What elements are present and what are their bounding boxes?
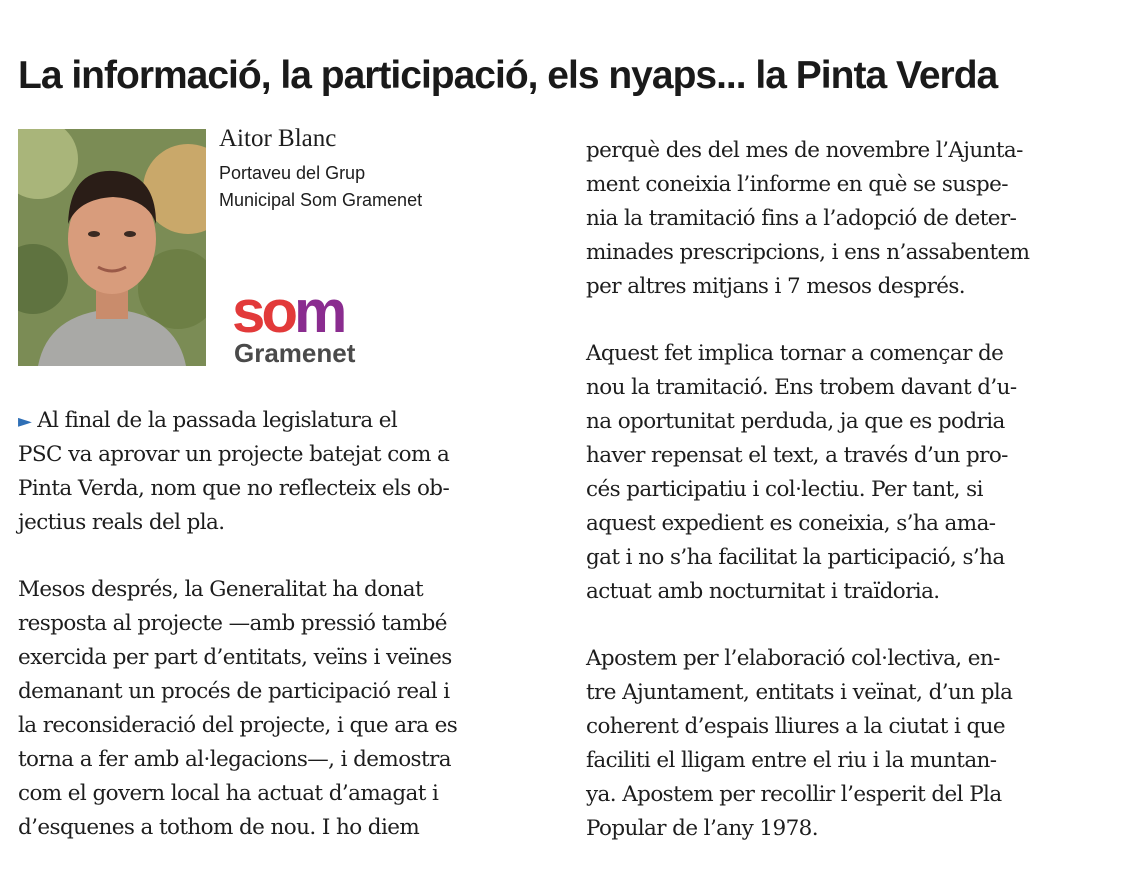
article-text-line	[586, 405, 1116, 439]
article-text-line	[18, 709, 548, 743]
paragraph-gap	[586, 304, 1116, 337]
article-text: faciliti el lligam entre el riu i la muntan-	[586, 748, 997, 773]
author-role-line: Municipal Som Gramenet	[219, 190, 423, 210]
author-photo	[18, 129, 206, 366]
article-text-line	[586, 812, 1116, 846]
article-text-line	[586, 676, 1116, 710]
article-text: perquè des del mes de novembre l’Ajunta-	[586, 138, 1023, 163]
article-text-line	[586, 642, 1116, 676]
article-text-line	[586, 134, 1116, 168]
article-text: actuat amb nocturnitat i traïdoria.	[586, 579, 940, 604]
article-text: ya. Apostem per recollir l’esperit del Pla	[586, 782, 1002, 807]
article-text: jectius reals del pla.	[18, 510, 225, 535]
article-text-line	[18, 675, 548, 709]
article-text: Popular de l’any 1978.	[586, 816, 818, 841]
article-text: exercida per part d’entitats, veïns i veïnes	[18, 645, 452, 670]
article-text: la reconsideració del projecte, i que ara es	[18, 713, 458, 738]
article-text-line	[18, 573, 548, 607]
article-text-line	[586, 778, 1116, 812]
article-text: aquest expedient es coneixia, s’ha ama-	[586, 511, 996, 536]
article-text: tre Ajuntament, entitats i veïnat, d’un pla	[586, 680, 1013, 705]
article-text: Al final de la passada legislatura el	[37, 408, 398, 433]
paragraph-gap	[586, 609, 1116, 642]
article-text-line	[586, 270, 1116, 304]
article-text-line	[586, 541, 1116, 575]
article-text-line	[586, 337, 1116, 371]
article-text-line	[18, 404, 548, 438]
article-text: Aquest fet implica tornar a començar de	[586, 341, 1004, 366]
article-text-line	[586, 168, 1116, 202]
bullet-triangle-icon: ►	[18, 411, 32, 432]
article-text-line	[18, 641, 548, 675]
article-text: Pinta Verda, nom que no reflecteix els ob-	[18, 476, 450, 501]
article-text: minades prescripcions, i ens n’assabentem	[586, 240, 1030, 265]
paragraph-gap	[18, 540, 548, 573]
article-column-left	[18, 404, 548, 845]
article-text: gat i no s’ha facilitat la participació, s’ha	[586, 545, 1005, 570]
article-text: per altres mitjans i 7 mesos després.	[586, 274, 966, 299]
article-text: ment coneixia l’informe en què se suspe-	[586, 172, 1008, 197]
article-text-line	[586, 439, 1116, 473]
article-text: resposta al projecte —amb pressió també	[18, 611, 447, 636]
som-gramenet-logo	[232, 282, 384, 366]
article-text: PSC va aprovar un projecte batejat com a	[18, 442, 450, 467]
article-text-line	[586, 744, 1116, 778]
author-name: Aitor Blanc	[219, 125, 337, 152]
article-text-line	[586, 202, 1116, 236]
author-role	[219, 160, 519, 214]
article-text-line	[586, 575, 1116, 609]
svg-text:so: so	[232, 282, 295, 345]
article-text: demanant un procés de participació real i	[18, 679, 450, 704]
article-text: nou la tramitació. Ens trobem davant d’u-	[586, 375, 1017, 400]
article-text: Apostem per l’elaboració col·lectiva, en-	[586, 646, 1000, 671]
article-text: haver repensat el text, a través d’un pro-	[586, 443, 1008, 468]
article-text-line	[586, 371, 1116, 405]
article-text: coherent d’espais lliures a la ciutat i que	[586, 714, 1006, 739]
article-text: cés participatiu i col·lectiu. Per tant, si	[586, 477, 983, 502]
article-text-line	[18, 607, 548, 641]
svg-text:Gramenet: Gramenet	[234, 338, 356, 366]
article-text: nia la tramitació fins a l’adopció de deter-	[586, 206, 1017, 231]
article-column-right	[586, 134, 1116, 846]
article-text-line	[18, 438, 548, 472]
article-headline: La informació, la participació, els nyaps... la Pinta Verda	[18, 54, 998, 97]
article-text-line	[586, 507, 1116, 541]
article-text: na oportunitat perduda, ja que es podria	[586, 409, 1005, 434]
article-text-line	[18, 811, 548, 845]
article-text-line	[586, 236, 1116, 270]
article-text: Mesos després, la Generalitat ha donat	[18, 577, 424, 602]
article-text-line	[18, 506, 548, 540]
article-text-line	[586, 473, 1116, 507]
article-text-line	[18, 777, 548, 811]
article-text-line	[18, 472, 548, 506]
author-role-line: Portaveu del Grup	[219, 163, 366, 183]
article-text: torna a fer amb al·legacions—, i demostra	[18, 747, 451, 772]
article-text: com el govern local ha actuat d’amagat i	[18, 781, 439, 806]
article-text-line	[18, 743, 548, 777]
article-text: d’esquenes a tothom de nou. I ho diem	[18, 815, 420, 840]
article-text-line	[586, 710, 1116, 744]
svg-text:m: m	[294, 282, 344, 345]
